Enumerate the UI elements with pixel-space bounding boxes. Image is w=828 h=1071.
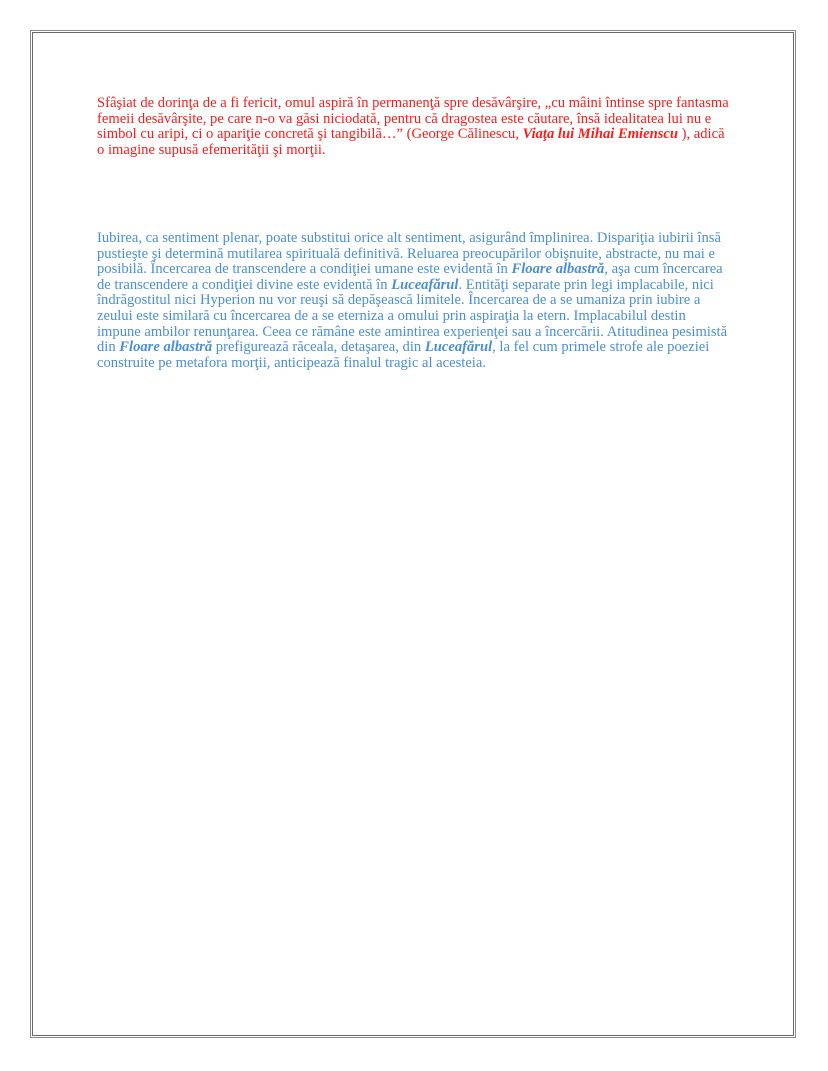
paragraph-quote-calinescu — [97, 96, 733, 158]
paragraph-2-segment-1: Iubirea, ca sentiment plenar, poate substitui orice alt sentiment, asigurând împlinirea. Dispariţia iubirii însă pustieşte şi determină mutilarea spirituală definitivă. Reluarea preocupărilor obişnuite, abstracte, nu mai e posibilă. Încercarea de transcendere a condiţiei umane este evidentă în — [97, 230, 721, 278]
work-title-luceafarul-2: Luceafărul — [424, 339, 493, 356]
paragraph-1-text-after: ), adică o imagine supusă efemerităţii şi morţii. — [97, 126, 725, 158]
page-border — [32, 32, 794, 1036]
paragraph-2-segment-5: , la fel cum primele strofe ale poeziei construite pe metafora morţii, anticipează finalul tragic al acesteia. — [97, 339, 710, 371]
paragraph-2-segment-2: , aşa cum încercarea de transcendere a condiţiei divine este evidentă în — [97, 261, 723, 293]
work-title-luceafarul-1: Luceafărul — [391, 276, 459, 293]
paragraph-1-text-before: Sfâşiat de dorinţa de a fi fericit, omul aspiră în permanenţă spre desăvârşire, „cu mâini întinse spre fantasma femeii desăvârşite, pe care n-o va găsi niciodată, pentru că dragostea este căutare, însă idealitatea lui nu e simbol cu aripi, ci o apariţie concretă şi tangibilă…” (George Călinescu, — [97, 95, 729, 143]
paragraph-2-segment-4: prefigurează răceala, detaşarea, din — [212, 339, 425, 356]
work-title-floare-albastra-1: Floare albastră — [511, 261, 605, 278]
work-title-viata-lui-mihai-eminescu: Viaţa lui Mihai Emienscu — [522, 126, 678, 143]
paragraph-iubirea — [97, 231, 733, 371]
paragraph-2-segment-3: . Entităţi separate prin legi implacabile, nici îndrăgostitul nici Hyperion nu vor reuşi să depăşească limitele. Încercarea de a se umaniza prin iubire a zeului este similară cu încercarea de a se eterniza a omului prin aspiraţia la etern. Implacabilul destin impune ambilor renunţarea. Ceea ce rămâne este amintirea experienţei sau a încercării. Atitudinea pesimistă din — [97, 276, 728, 356]
work-title-floare-albastra-2: Floare albastră — [119, 339, 213, 356]
